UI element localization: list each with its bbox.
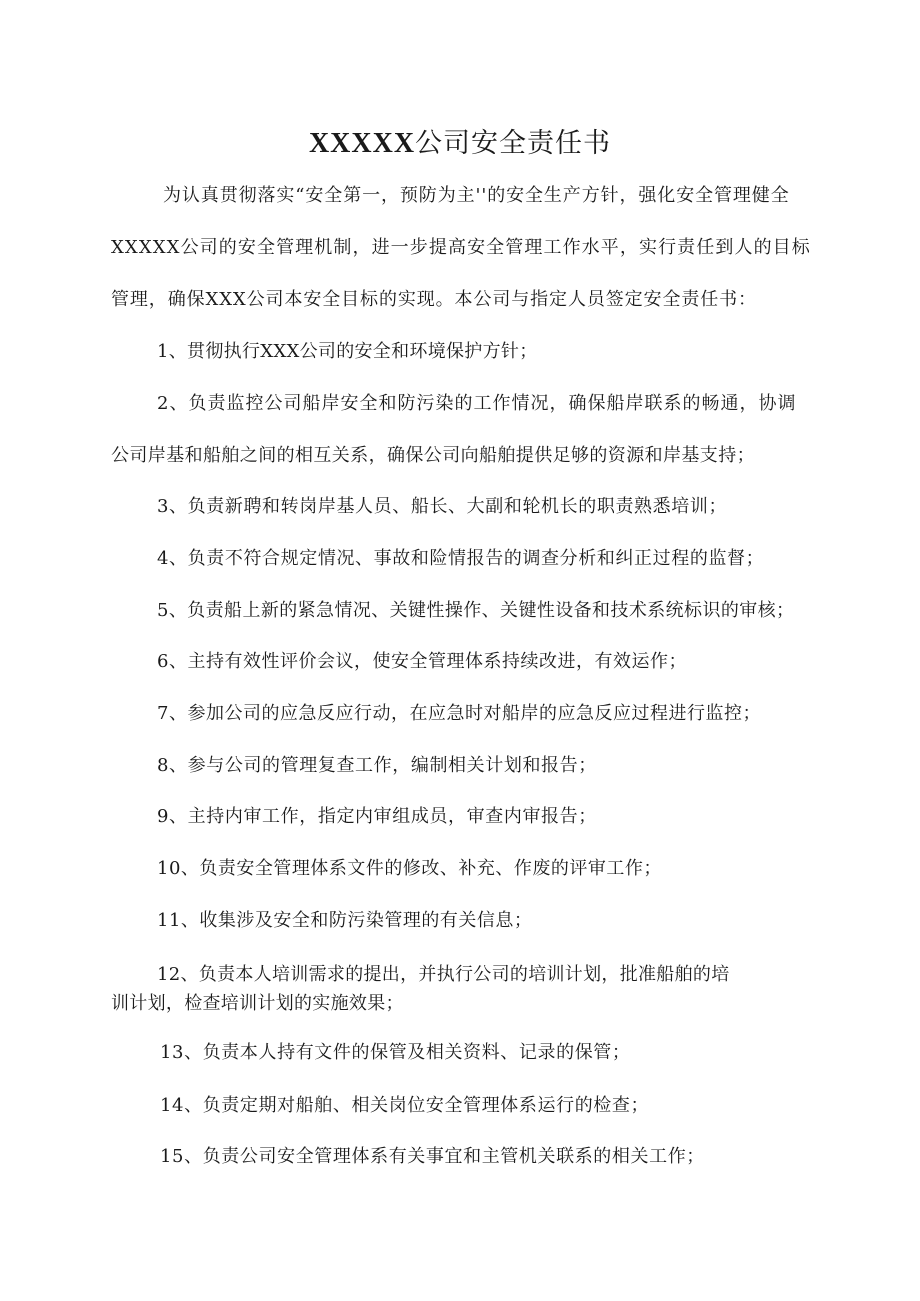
item-2: 2、负责监控公司船岸安全和防污染的工作情况，确保船岸联系的畅通，协调 (157, 393, 797, 414)
item-2-cont: 公司岸基和船舶之间的相互关系，确保公司向船舶提供足够的资源和岸基支持； (111, 445, 755, 466)
item-6: 6、主持有效性评价会议，使安全管理体系持续改进，有效运作； (157, 651, 687, 672)
item-11: 11、收集涉及安全和防污染管理的有关信息； (157, 910, 533, 931)
intro-line-2: XXXXX公司的安全管理机制，进一步提高安全管理工作水平，实行责任到人的目标 (111, 237, 811, 258)
item-1: 1、贯彻执行XXX公司的安全和环境保护方针； (157, 341, 538, 362)
item-13: 13、负责本人持有文件的保管及相关资料、记录的保管； (160, 1042, 631, 1063)
item-7: 7、参加公司的应急反应行动，在应急时对船岸的应急反应过程进行监控； (157, 703, 761, 724)
item-3: 3、负责新聘和转岗岸基人员、船长、大副和轮机长的职责熟悉培训； (157, 496, 728, 517)
item-12: 12、负责本人培训需求的提出，并执行公司的培训计划，批准船舶的培 (157, 964, 730, 985)
item-9: 9、主持内审工作，指定内审组成员，审查内审报告； (157, 806, 597, 827)
title-code: XXXXX (308, 128, 416, 159)
item-12-cont: 训计划，检查培训计划的实施效果； (111, 993, 404, 1014)
document-title (0, 126, 920, 162)
item-15: 15、负责公司安全管理体系有关事宜和主管机关联系的相关工作； (160, 1146, 705, 1167)
title-text: 公司安全责任书 (415, 128, 612, 159)
intro-line-1: 为认真贯彻落实“安全第一，预防为主''的安全生产方针，强化安全管理健全 (163, 185, 790, 206)
item-4: 4、负责不符合规定情况、事故和险情报告的调查分析和纠正过程的监督； (157, 548, 765, 569)
item-14: 14、负责定期对船舶、相关岗位安全管理体系运行的检查； (160, 1095, 650, 1116)
item-10: 10、负责安全管理体系文件的修改、补充、作废的评审工作； (157, 858, 662, 879)
item-8: 8、参与公司的管理复查工作，编制相关计划和报告； (157, 755, 597, 776)
item-5: 5、负责船上新的紧急情况、关键性操作、关键性设备和技术系统标识的审核； (157, 600, 795, 621)
intro-line-3: 管理，确保XXX公司本安全目标的实现。本公司与指定人员签定安全责任书： (111, 289, 757, 310)
